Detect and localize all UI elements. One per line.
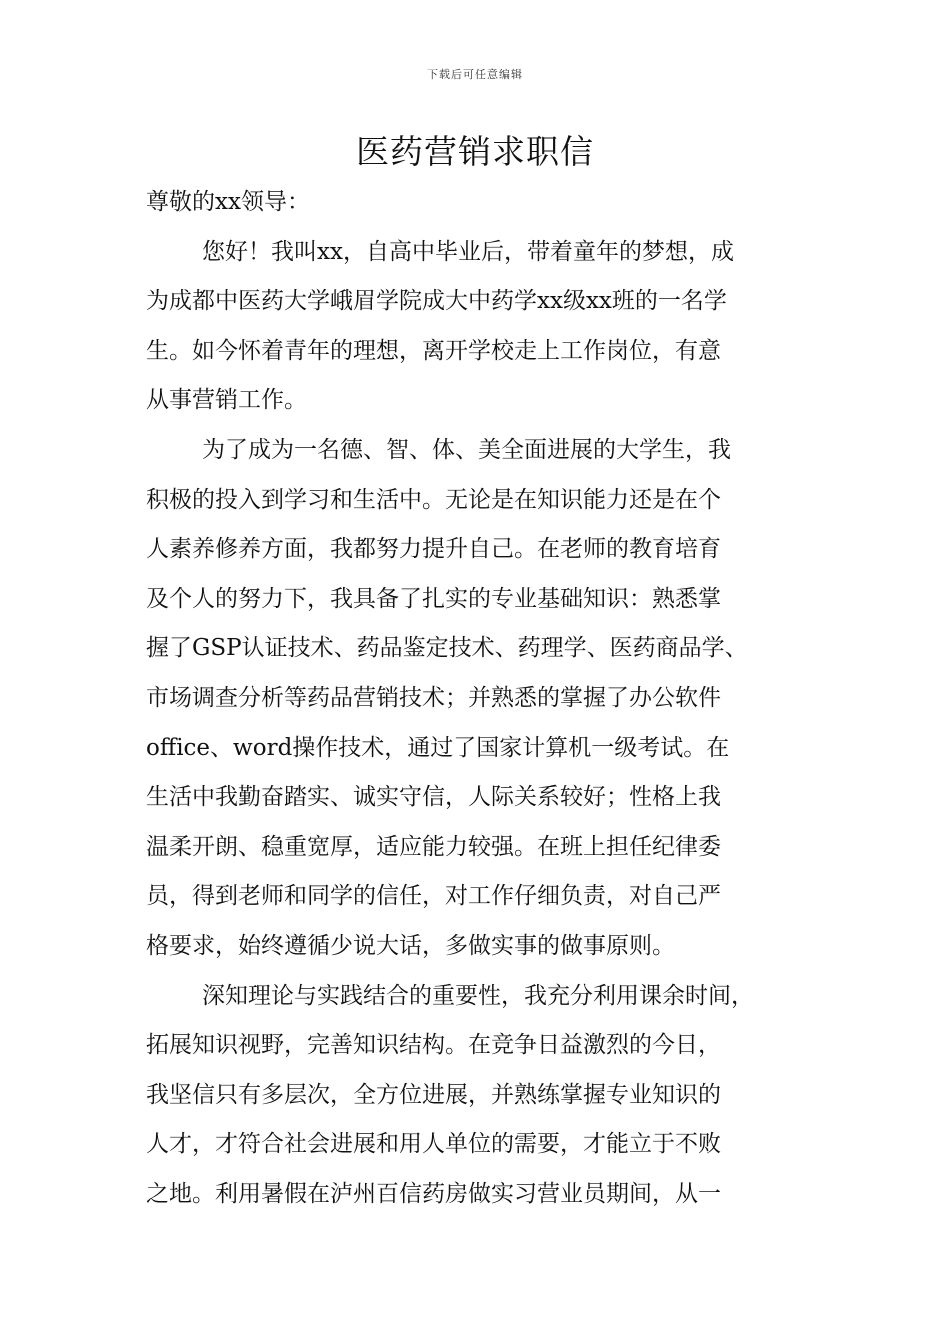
paragraph-line: 从事营销工作。	[146, 387, 307, 414]
salutation: 尊敬的xx领导：	[146, 189, 310, 215]
paragraph-line: 人才，才符合社会进展和用人单位的需要，才能立于不败	[146, 1131, 721, 1158]
paragraph-line: 握了GSP认证技术、药品鉴定技术、药理学、医药商品学、	[146, 635, 748, 662]
paragraph-line: 您好！我叫xx，自高中毕业后，带着童年的梦想，成	[202, 238, 734, 265]
paragraph-line: 深知理论与实践结合的重要性，我充分利用课余时间，	[202, 982, 754, 1009]
paragraph-line: 员，得到老师和同学的信任，对工作仔细负责，对自己严	[146, 883, 721, 910]
paragraph-line: 为成都中医药大学峨眉学院成大中药学xx级xx班的一名学	[146, 288, 727, 315]
document-title: 医药营销求职信	[356, 132, 594, 171]
paragraph-practice	[146, 972, 816, 1220]
paragraph-line: 生活中我勤奋踏实、诚实守信，人际关系较好；性格上我	[146, 784, 721, 811]
paragraph-line: 拓展知识视野，完善知识结构。在竞争日益激烈的今日，	[146, 1032, 721, 1059]
paragraph-intro	[146, 228, 816, 426]
paragraph-line: office、word操作技术，通过了国家计算机一级考试。在	[146, 734, 730, 761]
paragraph-line: 我坚信只有多层次，全方位进展，并熟练掌握专业知识的	[146, 1081, 721, 1108]
paragraph-line: 格要求，始终遵循少说大话，多做实事的做事原则。	[146, 932, 675, 959]
paragraph-line: 之地。利用暑假在泸州百信药房做实习营业员期间，从一	[146, 1180, 721, 1207]
paragraph-line: 温柔开朗、稳重宽厚，适应能力较强。在班上担任纪律委	[146, 833, 721, 860]
paragraph-qualifications	[146, 426, 816, 972]
paragraph-line: 市场调查分析等药品营销技术；并熟悉的掌握了办公软件	[146, 684, 721, 711]
paragraph-line: 及个人的努力下，我具备了扎实的专业基础知识：熟悉掌	[146, 585, 721, 612]
header-note: 下载后可任意编辑	[427, 68, 523, 81]
paragraph-line: 生。如今怀着青年的理想，离开学校走上工作岗位，有意	[146, 337, 721, 364]
paragraph-line: 积极的投入到学习和生活中。无论是在知识能力还是在个	[146, 486, 721, 513]
paragraph-line: 为了成为一名德、智、体、美全面进展的大学生，我	[202, 436, 731, 463]
paragraph-line: 人素养修养方面，我都努力提升自己。在老师的教育培育	[146, 536, 721, 563]
letter-body	[146, 178, 816, 1219]
